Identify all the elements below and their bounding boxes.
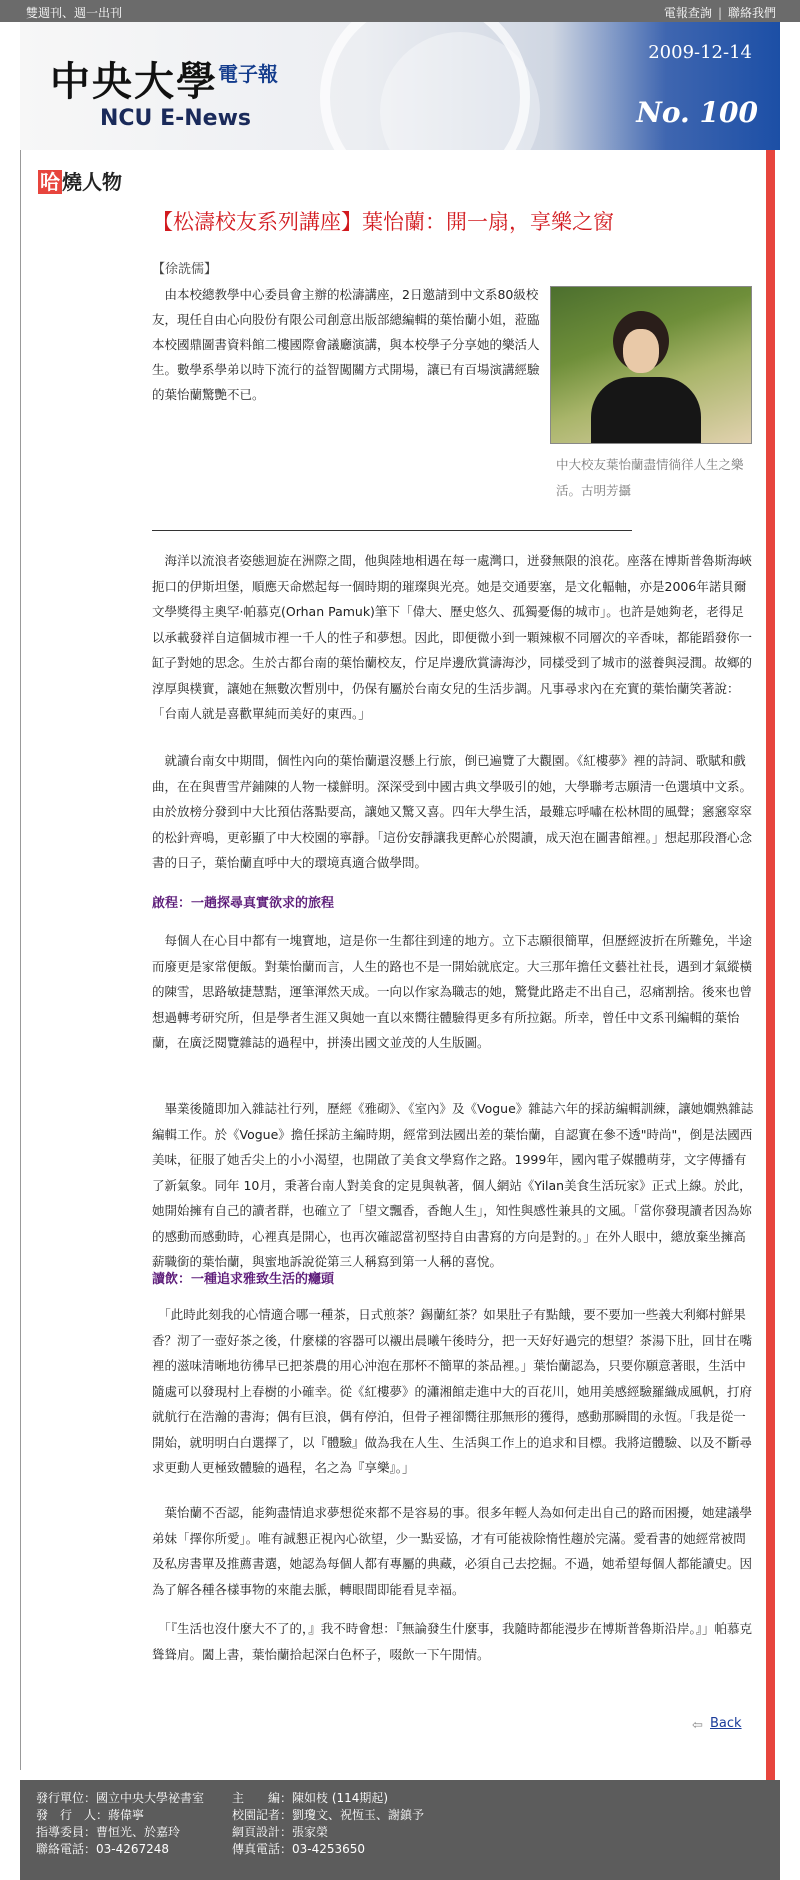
back-arrow-icon[interactable]: ⇦ — [692, 1718, 703, 1733]
publication-frequency: 雙週刊、週一出刊 — [26, 6, 123, 20]
subheading-1: 啟程：一趟探尋真實欲求的旅程 — [152, 896, 335, 911]
section-title-highlight: 哈 — [40, 170, 60, 194]
footer-advisors: 指導委員：曹恒光、於嘉玲 — [36, 1825, 181, 1839]
enews-label: 電子報 — [218, 62, 278, 86]
footer-issuer: 發 行 人：蔣偉寧 — [36, 1808, 145, 1822]
footer-editor: 主 編：陳如枝 (114期起) — [232, 1791, 389, 1805]
contact-link[interactable]: 聯絡我們 — [727, 6, 776, 20]
enews-english-label: NCU E-News — [100, 106, 251, 131]
archive-link[interactable]: 電報查詢 — [663, 6, 712, 20]
footer-fax: 傳真電話：03-4253650 — [232, 1842, 366, 1856]
top-links: 電報查詢 | 聯絡我們 — [663, 6, 776, 20]
paragraph-6: 葉怡蘭不否認，能夠盡情追求夢想從來都不是容易的事。很多年輕人為如何走出自己的路而困擾，她建議學弟妹「擇你所愛」。唯有誠懇正視內心欲望，少一點妥協，才有可能祓除惰性趨於完滿。愛看書的她經常被問及私房書單及推薦書選，她認為每個人都有專屬的典藏，必須自己去挖掘。不過，她希望每個人都能讀史。因為了解各種各樣事物的來龍去脈，轉眼間即能看見幸福。 — [152, 1505, 753, 1597]
issue-number: No. 100 — [636, 96, 758, 129]
article-intro: 由本校總教學中心委員會主辦的松濤講座，2日邀請到中文系80級校友，現任自由心向股份有限公司創意出版部總編輯的葉怡蘭小姐，蒞臨本校國鼎圖書資料館二樓國際會議廳演講，與本校學子分享她的樂活人生。數學系學弟以時下流行的益智闖關方式開場，讓已有百場演講經驗的葉怡蘭驚艷不已。 — [152, 287, 540, 402]
issue-date: 2009-12-14 — [648, 42, 752, 63]
top-bar — [0, 0, 800, 22]
section-title-rest: 燒人物 — [62, 170, 122, 194]
university-logo[interactable]: 中央大學 — [50, 58, 218, 105]
masthead — [20, 22, 780, 150]
paragraph-5: 「此時此刻我的心情適合哪一種茶，日式煎茶？錫蘭紅茶？如果肚子有點餓，要不要加一些義大利鄉村鮮果香？沏了一壺好茶之後，什麼樣的容器可以襯出晨曦午後時分，把一天好好過完的想望？茶湯下肚，回甘在嘴裡的滋味清晰地彷彿早已把茶農的用心沖泡在那杯不簡單的茶品裡。」葉怡蘭認為，只要你願意著眼，生活中隨處可以發現村上春樹的小確幸。從《紅樓夢》的瀟湘館走進中大的百花川，她用美感經驗羅織成風帆，打府就航行在浩瀚的書海；偶有巨浪，偶有停泊，但骨子裡卻嚮往那無形的獲得，感動那瞬間的永恆。「我是從一開始，就明明白白選擇了，以『體驗』做為我在人生、生活與工作上的追求和目標。我將這體驗、以及不斷尋求更動人更極致體驗的過程，名之為『享樂』。」 — [152, 1307, 753, 1475]
section-title — [38, 166, 122, 195]
footer-phone: 聯絡電話：03-4267248 — [36, 1842, 170, 1856]
right-accent-bar — [766, 150, 775, 1780]
subheading-2: 讀飲：一種追求雅致生活的癮頭 — [152, 1272, 335, 1287]
paragraph-2: 就讀台南女中期間，個性內向的葉怡蘭還沒懸上行旅，倒已遍覽了大觀園。《紅樓夢》裡的詩詞、歌賦和戲曲，在在與曹雪芹鋪陳的人物一樣鮮明。深深受到中國古典文學吸引的她，大學聯考志願清一色選填中文系。由於放榜分發到中大比預估落點要高，讓她又驚又喜。四年大學生活，最難忘呼嘯在松林間的風聲；窸窸窣窣的松針齊鳴，更彰顯了中大校園的寧靜。「這份安靜讓我更醉心於閱讀，成天泡在圖書館裡。」想起那段潛心念書的日子，葉怡蘭直呼中大的環境真適合做學問。 — [152, 753, 753, 870]
back-link[interactable]: Back — [710, 1716, 742, 1731]
photo-caption: 中大校友葉怡蘭盡情徜徉人生之樂活。古明芳攝 — [556, 457, 744, 498]
article-author: 【徐詵儒】 — [152, 262, 218, 277]
footer-reporters: 校園記者：劉瓊文、祝恆玉、謝鎮予 — [232, 1808, 425, 1822]
divider — [152, 530, 632, 531]
paragraph-7: 「『生活也沒什麼大不了的，』我不時會想：『無論發生什麼事，我隨時都能漫步在博斯普魯斯沿岸。』」帕慕克聳聳肩。闔上書，葉怡蘭拾起深白色杯子，啜飲一下午閒情。 — [152, 1621, 753, 1662]
footer-publisher: 發行單位：國立中央大學祕書室 — [36, 1791, 205, 1805]
footer-col-1 — [36, 1790, 204, 1858]
article-title: 【松濤校友系列講座】葉怡蘭：開一扇，享樂之窗 — [152, 210, 614, 234]
footer-col-2 — [232, 1790, 424, 1858]
paragraph-3: 每個人在心目中都有一塊寶地，這是你一生都往到達的地方。立下志願很簡單，但歷經波折在所難免，半途而廢更是家常便飯。對葉怡蘭而言，人生的路也不是一開始就底定。大三那年擔任文藝社社長，遇到才氣縱橫的陳雪，思路敏捷慧黠，運筆渾然天成。一向以作家為職志的她，驚覺此路走不出自己，忍痛割捨。後來也曾想過轉考研究所，但是學者生涯又與她一直以來嚮往體驗得更多有所拉鋸。所幸，曾任中文系刊編輯的葉怡蘭，在廣泛閱覽雜誌的過程中，拼湊出國文並茂的人生版圖。 — [152, 933, 753, 1050]
paragraph-1: 海洋以流浪者姿態迴旋在洲際之間，他與陸地相遇在每一處灣口，迸發無限的浪花。座落在博斯普魯斯海峽扼口的伊斯坦堡，順應天命燃起每一個時期的璀璨與光亮。她是交通要塞，是文化輻軸，亦是2006年諾貝爾文學獎得主奧罕·帕慕克(Orhan Pamuk)筆下「偉大、歷史悠久、孤獨憂傷的城市」。也許是她夠老，老得足以承載發祥自這個城市裡一千人的性子和夢想。因此，即便微小到一顆辣椒不同層次的辛香味，都能蹈發你一缸子對她的思念。生於古都台南的葉怡蘭校友，佇足岸邊欣賞濤海沙，同樣受到了城市的滋養與浸潤。故鄉的淳厚與樸實，讓她在無數次暫別中，仍保有屬於台南女兒的生活步調。凡事尋求內在充實的葉怡蘭笑著說：「台南人就是喜歡單純而美好的東西。」 — [152, 553, 753, 721]
paragraph-4: 畢業後隨即加入雜誌社行列，歷經《雅砌》、《室內》及《Vogue》雜誌六年的採訪編輯訓練，讓她嫺熟雜誌編輯工作。於《Vogue》擔任採訪主編時期，經常到法國出差的葉怡蘭，自認實在參不透"時尚"，倒是法國西美味，征服了她舌尖上的小小渴望，也開啟了美食文學寫作之路。1999年，國內電子媒體萌芽，文字傳播有了新氣象。同年 10月，秉著台南人對美食的定見與執著，個人網站《Yilan美食生活玩家》正式上線。於此，她開始擁有自己的讀者群，也確立了「望文飄香，香飽人生」，知性與感性兼具的文風。「當你發現讀者因為妳的感動而感動時，心裡真是開心，也再次確認當初堅持自由書寫的方向是對的。」在外人眼中，總放棄坐擁高薪職銜的葉怡蘭，與蜜地訴說從第三人稱寫到第一人稱的喜悅。 — [152, 1101, 754, 1269]
satellite-dish-graphic — [320, 22, 530, 150]
article-photo — [550, 286, 752, 444]
footer — [20, 1780, 780, 1880]
footer-web-design: 網頁設計：張家榮 — [232, 1825, 329, 1839]
